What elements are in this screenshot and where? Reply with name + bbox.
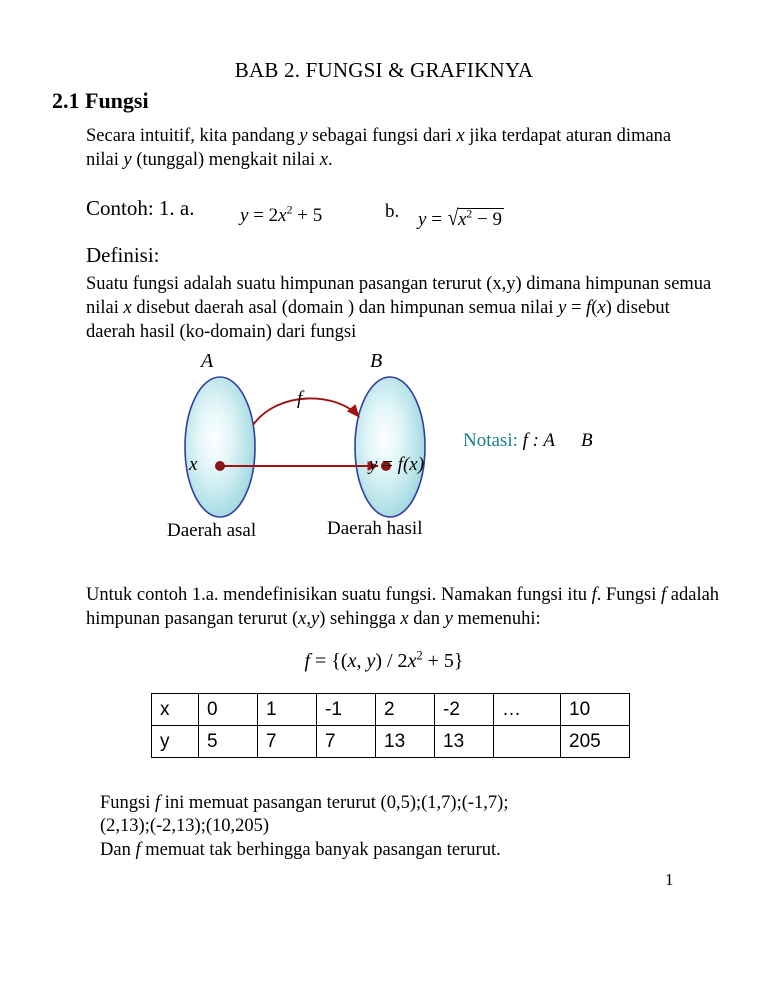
element-y-label (369, 454, 424, 476)
function-arrow-label: f (297, 388, 303, 409)
table-row (152, 726, 630, 758)
example-row (86, 193, 726, 239)
notation-b: B (581, 430, 593, 451)
closing-var-f2: f (135, 839, 141, 860)
untuk-var-x: x (298, 609, 307, 630)
example-label: Contoh: 1. a. (86, 196, 195, 220)
intro-var-y: y (299, 126, 308, 146)
table-cell: 7 (317, 726, 376, 758)
equation-1a (240, 205, 322, 227)
untuk-text-3: adalah himpunan pasangan terurut ( (86, 585, 720, 630)
example-label-b: b. (385, 201, 400, 222)
point-x-dot (215, 461, 225, 471)
eq1a-exponent: 2 (286, 203, 293, 217)
def-text-2: disebut daerah asal (domain ) dan himpunan semua nilai (131, 298, 559, 319)
equation-1b (418, 205, 504, 231)
intro-text-2: sebagai fungsi dari (307, 126, 457, 146)
element-y-equals: = (377, 454, 398, 475)
untuk-text-6: dan (408, 609, 445, 630)
closing-var-f1: f (155, 793, 161, 813)
function-mapping-diagram (150, 350, 670, 555)
table-row (152, 694, 630, 726)
seteq-var-y: y (366, 650, 376, 672)
seteq-comma: , (356, 650, 367, 672)
eq1b-exponent: 2 (466, 207, 473, 221)
eq1b-operator: = (426, 209, 447, 230)
seteq-exponent: 2 (416, 648, 423, 663)
ellipse-set-b (355, 377, 425, 517)
table-cell: 13 (376, 726, 435, 758)
domain-caption: Daerah asal (167, 520, 257, 541)
codomain-caption: Daerah hasil (327, 518, 423, 539)
definition-body (86, 272, 722, 344)
notation-line (463, 430, 593, 452)
element-x-label: x (189, 454, 198, 475)
closing-line-1 (100, 792, 720, 815)
eq1b-tail: − 9 (472, 209, 503, 230)
seteq-var-x: x (347, 650, 357, 672)
eq1a-operator: = 2 (248, 205, 279, 226)
notation-colon: : (527, 430, 544, 451)
section-heading: 2.1 Fungsi (52, 88, 149, 113)
table-cell: … (494, 694, 561, 726)
table-cell: 10 (561, 694, 630, 726)
seteq-base: x (407, 650, 417, 672)
table-cell: 2 (376, 694, 435, 726)
eq1b-base: x (457, 209, 467, 230)
untuk-text-2: . Fungsi (596, 585, 661, 605)
element-y-arg: (x) (402, 454, 425, 475)
untuk-text-7: memenuhi: (452, 609, 541, 630)
ellipse-set-a (185, 377, 255, 517)
intro-paragraph (86, 125, 706, 172)
untuk-var-x2: x (400, 609, 409, 630)
definition-heading: Definisi: (86, 243, 160, 267)
value-table (151, 693, 630, 758)
closing-text-1: Fungsi (100, 793, 156, 813)
def-var-f: f (586, 298, 592, 319)
eq1a-base: x (278, 205, 287, 226)
def-var-y: y (558, 298, 567, 319)
untuk-var-y2: y (444, 609, 453, 630)
intro-text-5: . (328, 149, 333, 170)
untuk-text-5: ) sehingga (319, 609, 401, 630)
untuk-var-f1: f (591, 585, 597, 605)
table-cell: 205 (561, 726, 630, 758)
radicand (457, 208, 504, 231)
closing-text-3: Dan (100, 839, 136, 860)
seteq-tail: + 5} (422, 650, 464, 672)
closing-text-2: ini memuat pasangan terurut (0,5);(1,7);(-1,7); (160, 793, 509, 813)
table-cell: 5 (199, 726, 258, 758)
def-text-3: = (566, 298, 587, 319)
table-cell: x (152, 694, 199, 726)
radical-sign: √ (447, 205, 459, 230)
seteq-open: = {( (310, 650, 348, 672)
notation-a: A (543, 430, 556, 451)
set-builder-equation (0, 650, 768, 673)
notation-f: f (522, 430, 528, 451)
closing-paragraph (100, 792, 720, 862)
def-text-1: Suatu fungsi adalah suatu himpunan pasangan terurut (x,y) dimana himpunan semua nilai (86, 274, 712, 319)
intro-var-x2: x (319, 149, 328, 170)
table-cell: y (152, 726, 199, 758)
explanation-paragraph (86, 583, 722, 631)
table-cell: 0 (199, 694, 258, 726)
def-text-5: ) disebut daerah hasil (ko-domain) dari fungsi (86, 298, 670, 343)
table-cell: 7 (258, 726, 317, 758)
intro-text-4: (tunggal) mengkait nilai (131, 149, 320, 170)
seteq-slash: ) / 2 (375, 650, 408, 672)
intro-text-1: Secara intuitif, kita pandang (86, 126, 300, 146)
curved-mapping-arrow (253, 398, 359, 425)
notation-word: Notasi: (463, 430, 518, 451)
table-cell (494, 726, 561, 758)
table-cell: 13 (435, 726, 494, 758)
table-cell: -1 (317, 694, 376, 726)
closing-line-2: (2,13);(-2,13);(10,205) (100, 816, 270, 837)
untuk-text-4: , (306, 609, 312, 630)
intro-var-y2: y (123, 149, 132, 170)
eq1b-lhs: y (418, 209, 427, 230)
eq1a-tail: + 5 (292, 205, 323, 226)
untuk-var-y: y (311, 609, 320, 630)
untuk-var-f2: f (661, 585, 667, 605)
set-b-label: B (370, 350, 383, 372)
intro-var-x: x (456, 126, 465, 146)
square-root-icon (447, 205, 504, 231)
page-title: BAB 2. FUNGSI & GRAFIKNYA (234, 58, 534, 82)
def-text-4: ( (591, 298, 598, 319)
intro-text-3: jika terdapat aturan dimana nilai (86, 126, 672, 170)
element-y-f: f (397, 454, 403, 475)
untuk-text-1: Untuk contoh 1.a. mendefinisikan suatu fungsi. Namakan fungsi itu (86, 585, 592, 605)
eq1a-lhs: y (240, 205, 249, 226)
closing-text-4: memuat tak berhingga banyak pasangan terurut. (140, 839, 501, 860)
closing-line-3 (100, 839, 720, 862)
def-var-x2: x (597, 298, 606, 319)
seteq-lhs: f (304, 650, 311, 672)
set-a-label: A (201, 350, 214, 372)
page-number: 1 (665, 870, 674, 889)
def-var-x: x (123, 298, 132, 319)
table-cell: -2 (435, 694, 494, 726)
element-y-var: y (369, 454, 378, 475)
table-cell: 1 (258, 694, 317, 726)
